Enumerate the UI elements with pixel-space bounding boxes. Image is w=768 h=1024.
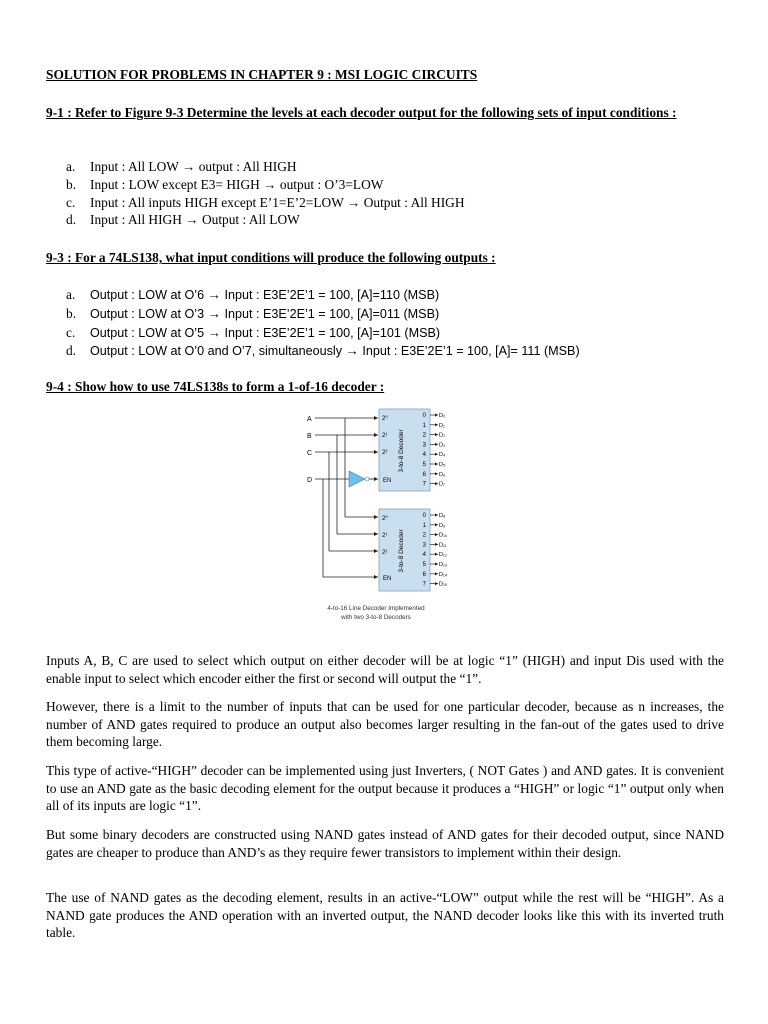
input-arrowheads [374, 416, 378, 579]
top-output-number: 3 [422, 442, 426, 449]
bottom-output-label: D₁₅ [439, 581, 448, 588]
top-output-number: 7 [422, 481, 426, 488]
question-9-1-answers [66, 158, 465, 229]
svg-text:2⁰: 2⁰ [382, 516, 388, 522]
question-9-4-heading: 9-4 : Show how to use 74LS138s to form a 1-of-16 decoder : [46, 379, 385, 394]
top-output-arrowhead [435, 472, 438, 475]
arrow-icon: → [207, 305, 221, 321]
paragraph-5: The use of NAND gates as the decoding element, results in an active-“LOW” output while the rest will be “HIGH”. As a NAND gate produces the AND operation with an inverted output, the NAND decoder looks like this with its inverted truth table. [46, 890, 724, 941]
arrow-icon: → [346, 194, 361, 210]
arrow-icon: → [207, 287, 221, 302]
arrow-icon: → [207, 324, 221, 340]
bottom-output-arrowhead [435, 582, 438, 585]
paragraph-4: But some binary decoders are constructed using NAND gates instead of AND gates for their decoded output, since NAND gates are cheaper to produce than AND’s as they require fewer transistors to implement within their design. [46, 827, 724, 860]
answer-item: d. Input : All HIGH → Output : All LOW [66, 212, 300, 228]
top-output-arrowhead [435, 433, 438, 436]
top-output-label: D₃ [439, 442, 446, 449]
input-label-c: C [307, 450, 313, 457]
paragraph-3: This type of active-“HIGH” decoder can be implemented using just Inverters, ( NOT Gates ) and AND gates. It is convenient to use an AND gate as the basic decoding element for the output because it produces a “HIGH” or logic “1” output only when all of its inputs are logic “1”. [46, 763, 724, 814]
answer-item: b. Input : LOW except E3= HIGH → output : O’3=LOW [66, 176, 384, 192]
bottom-output-label: D₁₂ [439, 552, 448, 559]
arrow-icon: → [345, 343, 359, 359]
page-title: SOLUTION FOR PROBLEMS IN CHAPTER 9 : MSI LOGIC CIRCUITS [46, 67, 478, 82]
svg-text:2²: 2² [382, 450, 388, 456]
inverter-icon [349, 471, 369, 487]
top-decoder [379, 409, 430, 491]
svg-text:3-to-8 Decoder: 3-to-8 Decoder [398, 429, 405, 473]
question-9-1-heading: 9-1 : Refer to Figure 9-3 Determine the levels at each decoder output for the following sets of input conditions : [46, 105, 677, 120]
figure-caption-line2: with two 3-to-8 Decoders [341, 614, 411, 621]
bottom-output-number: 6 [422, 571, 426, 578]
top-output-label: D₂ [439, 432, 446, 439]
bottom-output-arrowhead [435, 543, 438, 546]
top-output-number: 4 [422, 452, 426, 459]
top-output-arrowhead [435, 413, 438, 416]
bottom-output-label: D₉ [439, 522, 446, 529]
top-output-label: D₄ [439, 452, 446, 459]
top-output-number: 6 [422, 471, 426, 478]
answer-item: c. Input : All inputs HIGH except E’1=E’2=LOW → Output : All HIGH [66, 194, 465, 210]
top-output-label: D₆ [439, 471, 446, 478]
bottom-output-number: 2 [422, 532, 426, 539]
bottom-output-arrowhead [435, 572, 438, 575]
top-output-label: D₁ [439, 422, 445, 429]
bottom-output-number: 3 [422, 542, 426, 549]
svg-text:3-to-8 Decoder: 3-to-8 Decoder [398, 529, 405, 573]
top-output-number: 5 [422, 462, 426, 468]
top-output-label: D₅ [439, 462, 446, 468]
input-label-a: A [307, 416, 312, 423]
top-output-label: D₇ [439, 481, 445, 488]
svg-text:2⁰: 2⁰ [382, 416, 388, 422]
bottom-output-label: D₁₃ [439, 562, 448, 568]
top-output-arrowhead [435, 423, 438, 426]
arrow-icon: → [263, 176, 277, 192]
top-output-number: 0 [422, 413, 426, 419]
bottom-output-arrowhead [435, 533, 438, 536]
answer-item: b. Output : LOW at O’3 → Input : E3E’2E’1 = 100, [A]=011 (MSB) [66, 305, 440, 321]
top-output-label: D₀ [439, 413, 446, 419]
answer-item: a. Output : LOW at O’6 → Input : E3E’2E’1 = 100, [A]=110 (MSB) [66, 287, 440, 302]
answer-item: c. Output : LOW at O’5 → Input : E3E’2E’1 = 100, [A]=101 (MSB) [66, 324, 441, 340]
paragraph-2: However, there is a limit to the number of inputs that can be used for one particular decoder, because as n increases, the number of AND gates required to produce an output also becomes larger resulting in the fan-out of the gates used to drive them becoming large. [46, 699, 724, 750]
bottom-output-arrowhead [435, 523, 438, 526]
svg-text:EN: EN [383, 576, 392, 582]
bottom-output-arrowhead [435, 513, 438, 516]
wires [315, 418, 378, 577]
svg-text:2¹: 2¹ [382, 533, 388, 539]
bottom-output-number: 7 [422, 581, 426, 588]
bottom-output-number: 1 [422, 522, 426, 529]
bottom-output-label: D₈ [439, 513, 446, 519]
bottom-output-label: D₁₁ [439, 542, 447, 549]
input-label-d: D [307, 477, 313, 484]
question-9-3-answers [66, 286, 580, 361]
top-output-number: 2 [422, 432, 426, 439]
question-9-3-heading: 9-3 : For a 74LS138, what input conditions will produce the following outputs : [46, 250, 496, 265]
bottom-output-arrowhead [435, 562, 438, 565]
svg-text:2²: 2² [382, 550, 388, 556]
answer-item: d. Output : LOW at O’0 and O’7, simultaneously → Input : E3E’2E’1 = 100, [A]= 111 (MSB) [66, 343, 580, 359]
top-output-number: 1 [422, 422, 426, 429]
bottom-output-label: D₁₄ [439, 571, 448, 578]
top-output-arrowhead [435, 482, 438, 485]
answer-item: a. Input : All LOW → output : All HIGH [66, 159, 297, 174]
input-label-b: B [307, 433, 312, 440]
bottom-decoder [379, 509, 430, 591]
svg-text:EN: EN [383, 478, 392, 484]
figure-caption-line1: 4-to-16 Line Decoder Implemented [327, 605, 425, 612]
top-output-arrowhead [435, 443, 438, 446]
paragraph-1: Inputs A, B, C are used to select which output on either decoder will be at logic “1” (HIGH) and input Dis used with the enable input to select which encoder either the first or second will output the “1”. [46, 653, 724, 686]
svg-text:2¹: 2¹ [382, 433, 388, 439]
bottom-output-number: 0 [422, 513, 426, 519]
top-output-arrowhead [435, 462, 438, 465]
bottom-output-number: 4 [422, 552, 426, 559]
decoder-figure [303, 405, 453, 627]
top-output-arrowhead [435, 453, 438, 456]
arrow-icon: → [185, 212, 199, 228]
bottom-output-arrowhead [435, 553, 438, 556]
bottom-output-number: 5 [422, 562, 426, 568]
bottom-output-label: D₁₀ [439, 532, 448, 539]
arrow-icon: → [182, 159, 196, 174]
